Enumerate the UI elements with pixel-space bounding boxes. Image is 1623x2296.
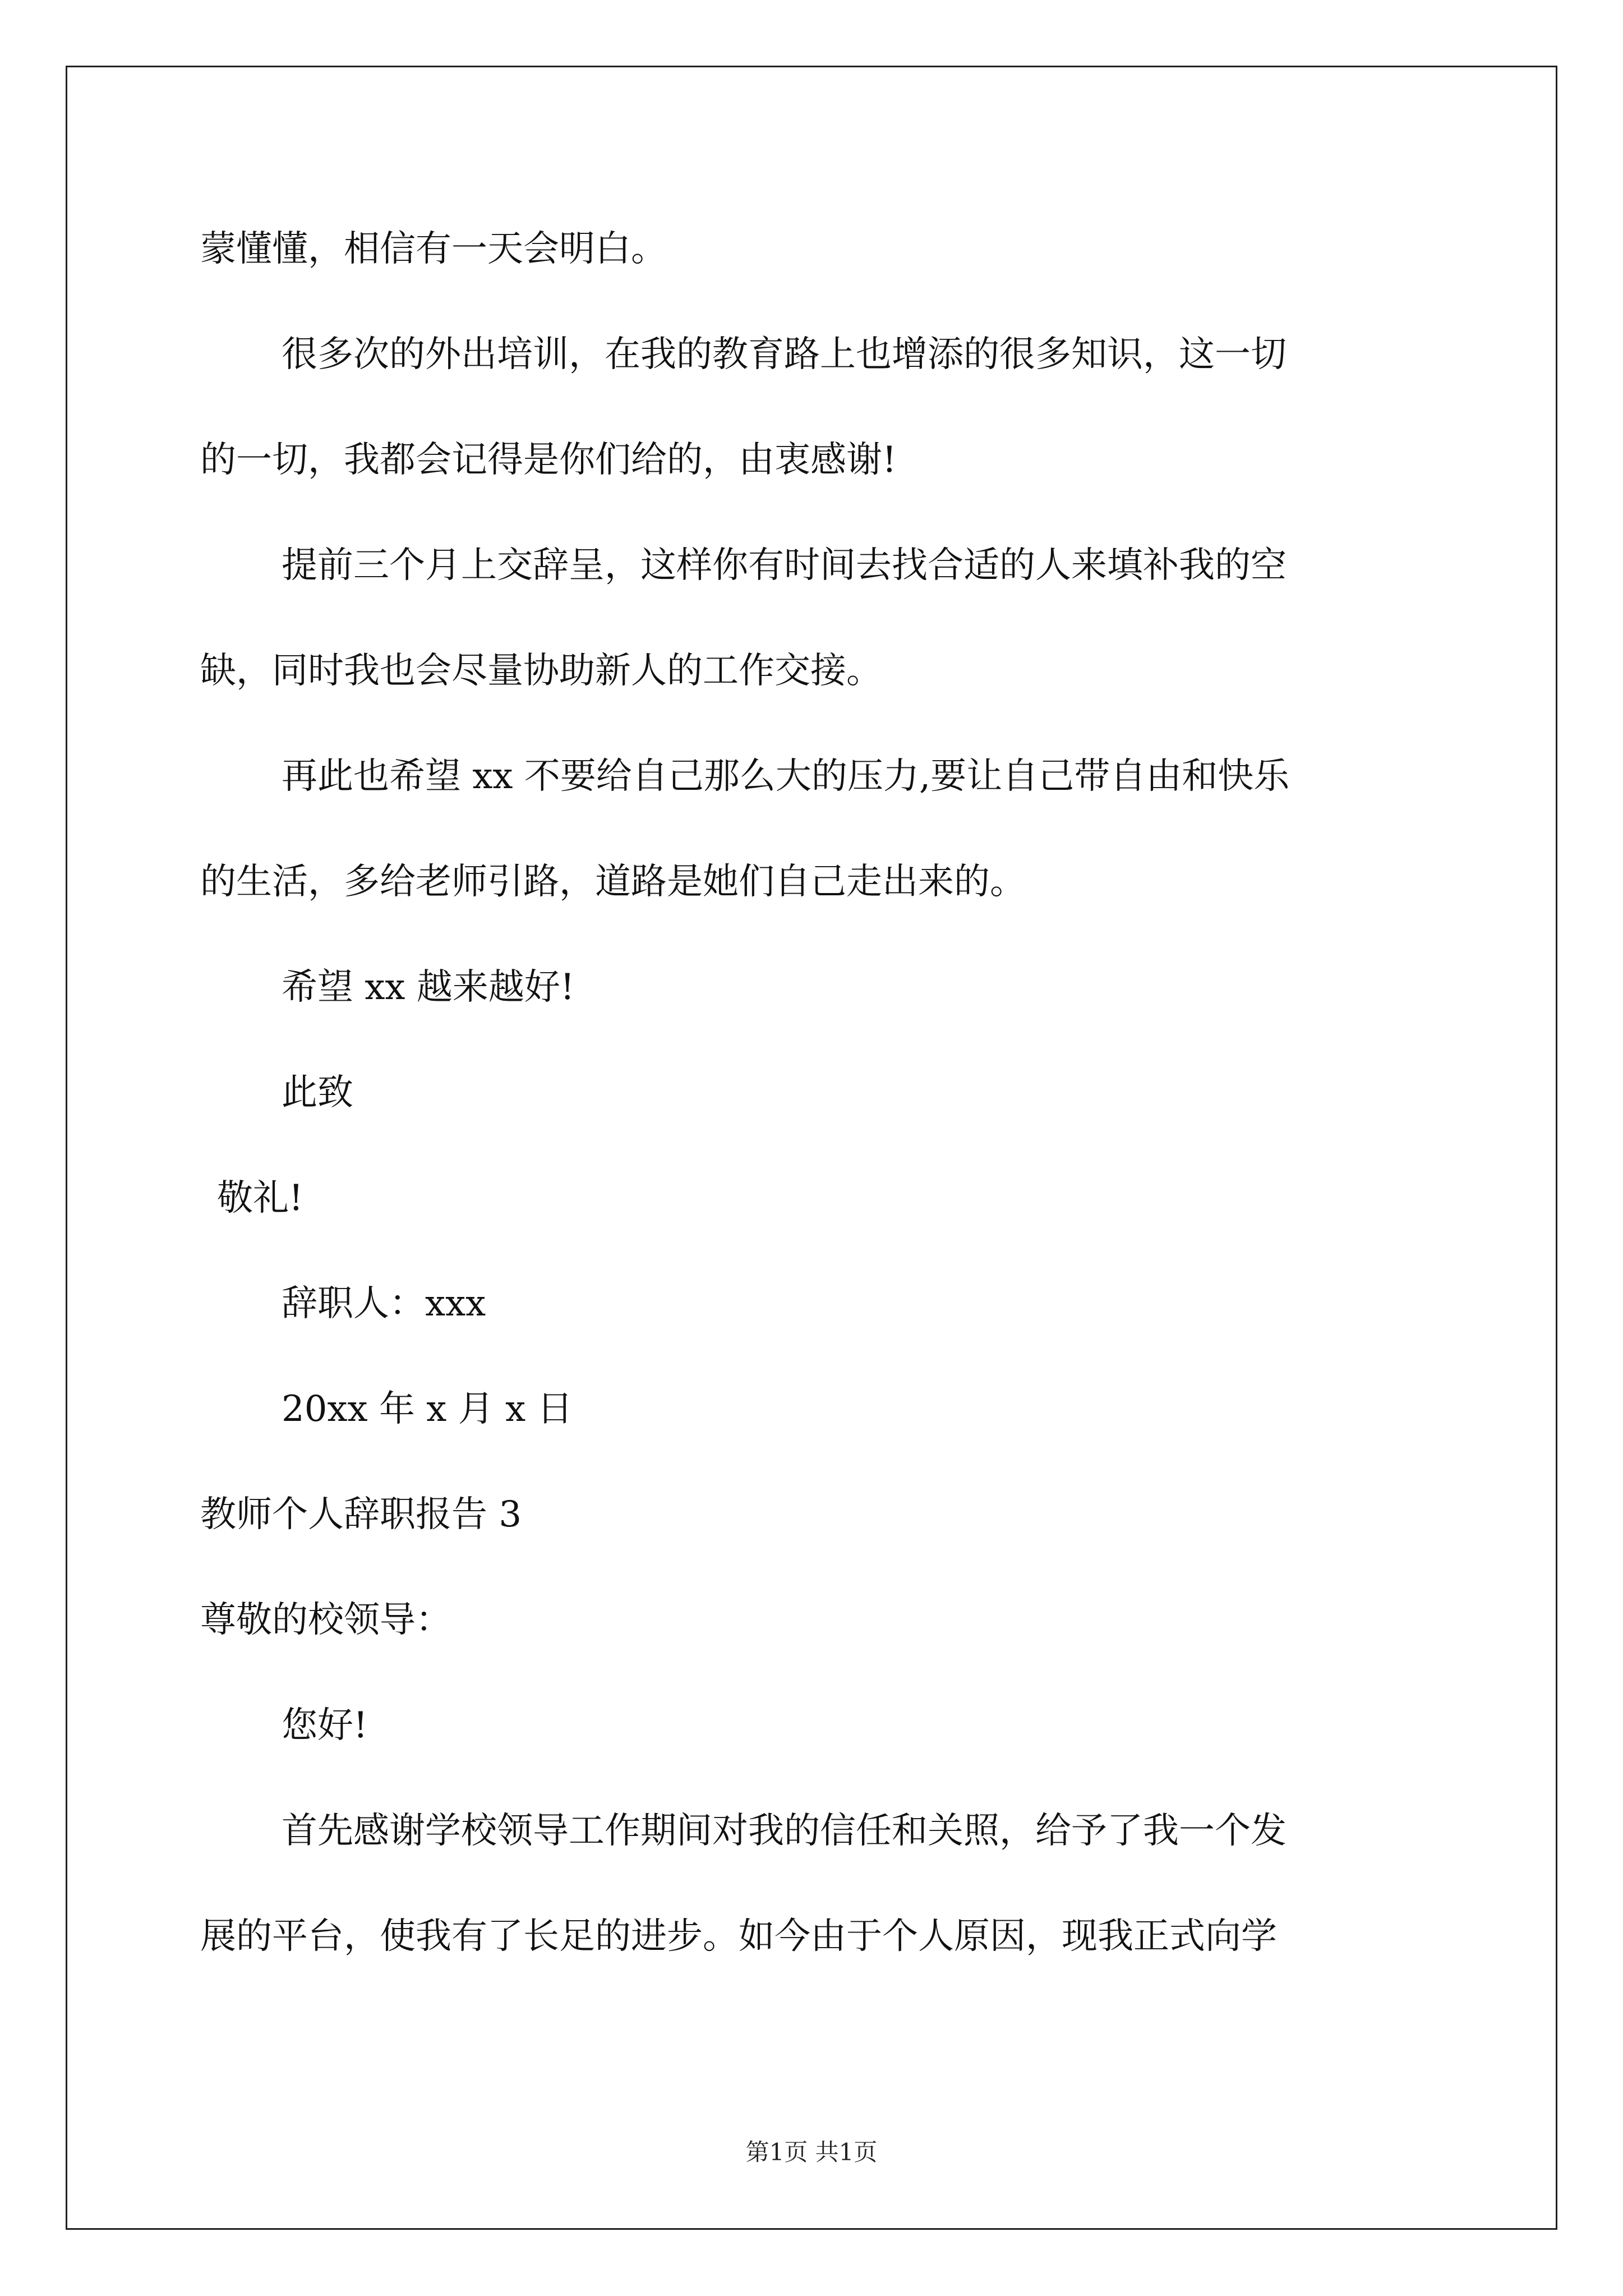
recipient-line: 尊敬的校领导： <box>200 1599 451 1641</box>
text-line-3: 的一切，我都会记得是你们给的，由衷感谢! <box>200 439 897 481</box>
text-line-4: 提前三个月上交辞呈，这样你有时间去找合适的人来填补我的空 <box>282 545 1287 586</box>
closing-salutation: 此致 <box>282 1072 353 1114</box>
section-heading: 教师个人辞职报告 3 <box>200 1494 522 1535</box>
text-line-1: 蒙懂懂，相信有一天会明白。 <box>200 228 667 270</box>
page-number-footer: 第1页 共1页 <box>745 2138 878 2166</box>
text-line-17: 展的平台，使我有了长足的进步。如今由于个人原因，现我正式向学 <box>200 1916 1277 1957</box>
greeting-line: 您好! <box>282 1705 368 1746</box>
text-line-6: 再此也希望 xx 不要给自己那么大的压力,要让自己带自由和快乐 <box>282 756 1290 797</box>
text-line-16: 首先感谢学校领导工作期间对我的信任和关照，给予了我一个发 <box>282 1810 1287 1852</box>
text-line-5: 缺，同时我也会尽量协助新人的工作交接。 <box>200 650 882 692</box>
signature-line: 辞职人：xxx <box>282 1283 486 1324</box>
text-line-7: 的生活，多给老师引路，道路是她们自己走出来的。 <box>200 861 1026 903</box>
text-line-8: 希望 xx 越来越好! <box>282 967 575 1008</box>
closing-regards: 敬礼! <box>217 1177 303 1219</box>
date-line: 20xx 年 x 月 x 日 <box>282 1388 573 1430</box>
text-line-2: 很多次的外出培训，在我的教育路上也增添的很多知识，这一切 <box>282 334 1287 375</box>
page-border <box>66 66 1557 2230</box>
